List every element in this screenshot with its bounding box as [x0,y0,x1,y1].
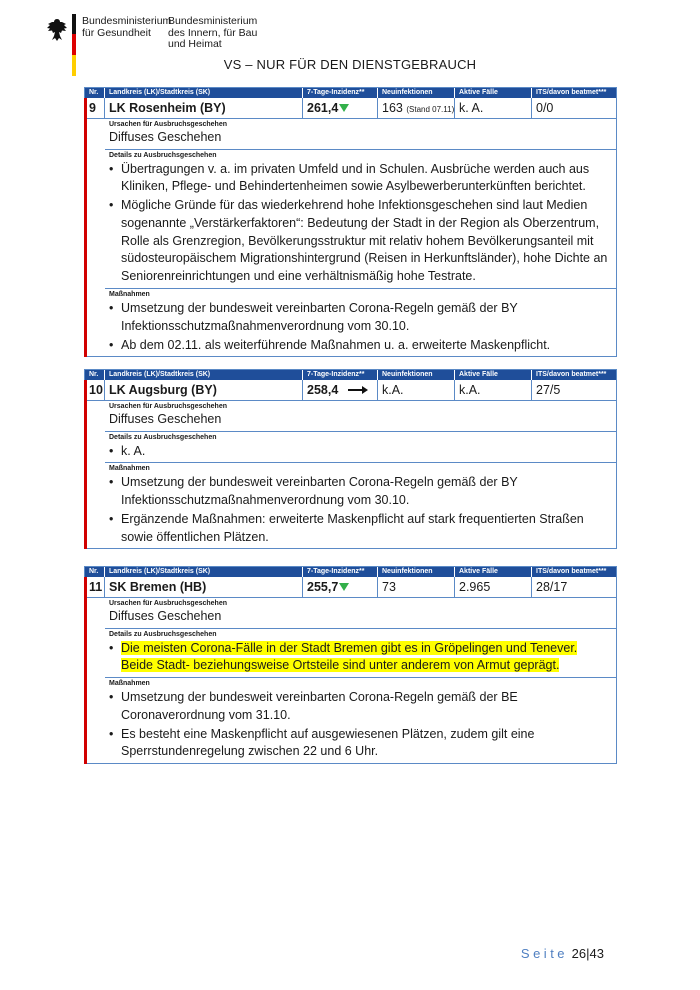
details-section [105,150,616,290]
incidence-value: 255,7 [307,580,339,594]
causes-label: Ursachen für Ausbruchsgeschehen [109,600,227,607]
record-icu: 0/0 [536,101,554,115]
details-item: • Mögliche Gründe für das wiederkehrend hohe Infektionsgeschehen sind laut Medien sogenannte „Verstärkerfaktoren“: Bedeutung der Stadt in der Region als Oberzentrum, Rolle als Grenzregion, Bevölkerungsstruktur mit relativ hohem Bevölkerungsanteil mit südosteuropäischem Migrationshintergrund (Reisen in Herkunftsländer), hohe Dichte an Seniorenreinrichtungen und eine verhältnismäßig hohe Testrate. [109,197,612,286]
header-new-infections: Neuinfektionen [378,567,455,577]
cause-text: Diffuses Geschehen [109,130,222,144]
record-nr: 11 [85,577,105,597]
table-header [85,88,616,98]
record-new-infections: k.A. [378,380,455,400]
new-infections-value: 163 [382,101,403,115]
causes-section [105,401,616,432]
table-row [85,98,616,119]
district-record [84,87,617,357]
causes-section [105,598,616,629]
details-section [105,432,616,464]
record-nr: 9 [85,98,105,118]
record-incidence [303,380,378,400]
record-active-cases: 2.965 [455,577,532,597]
federal-eagle-icon [46,18,68,42]
header-icu: ITS/davon beatmet*** [536,89,607,96]
classification-label: VS – NUR FÜR DEN DIENSTGEBRAUCH [223,57,477,72]
record-icu: 28/17 [536,580,568,594]
measures-label: Maßnahmen [109,680,150,688]
header-nr: Nr. [85,370,105,380]
header-district: Landkreis (LK)/Stadtkreis (SK) [105,567,303,577]
red-marker-bar [84,577,87,764]
page-number: 26 [571,946,587,961]
header-new-infections: Neuinfektionen [378,88,455,98]
details-label: Details zu Ausbruchsgeschehen [109,151,217,159]
header-incidence: 7-Tage-Inzidenz** [303,370,378,380]
record-incidence [303,98,378,118]
record-active-cases: k.A. [455,380,532,400]
trend-down-icon [339,104,349,112]
header-nr: Nr. [85,567,105,577]
record-new-infections: 73 [378,577,455,597]
details-item: • Übertragungen v. a. im privaten Umfeld und in Schulen. Ausbrüche werden auch aus Kliniken, Pflege- und Behindertenheimen sowie Asylbewerberunterkünften berichtet. [109,161,612,197]
trend-flat-arrow-icon [348,385,368,395]
new-infections-note: (Stand 07.11) [406,105,455,114]
seite-label: Seite [520,946,569,961]
trend-down-icon [339,583,349,591]
header-active-cases: Aktive Fälle [455,370,532,380]
measures-label: Maßnahmen [109,465,150,473]
highlighted-text: Die meisten Corona-Fälle in der Stadt Bremen gibt es in Gröpelingen und Tenever. Beide Stadt- beziehungsweise Ortsteile sind unter anderem von Armut geprägt. [121,640,578,673]
table-header [85,567,616,577]
causes-label: Ursachen für Ausbruchsgeschehen [109,121,227,128]
district-record [84,566,617,764]
record-new-infections [378,98,455,118]
measures-item: • Ab dem 02.11. als weiterführende Maßnahmen u. a. erweiterte Maskenpflicht. [109,337,612,355]
header-new-infections: Neuinfektionen [378,370,455,380]
record-district: LK Rosenheim (BY) [105,98,303,118]
details-item [109,640,612,676]
header-icu: ITS/davon beatmet*** [536,568,607,575]
record-incidence [303,577,378,597]
red-marker-bar [84,98,87,357]
header-district: Landkreis (LK)/Stadtkreis (SK) [105,88,303,98]
measures-section [105,678,616,763]
incidence-value: 258,4 [307,383,339,397]
measures-item: • Umsetzung der bundesweit vereinbarten Corona-Regeln gemäß der BY Infektionsschutzmaßnahmenverordnung vom 30.10. [109,474,612,510]
header-incidence: 7-Tage-Inzidenz** [303,88,378,98]
page-separator: | [586,946,590,961]
cause-text: Diffuses Geschehen [109,412,222,426]
details-item: • k. A. [109,443,612,461]
header-nr: Nr. [85,88,105,98]
measures-item: • Es besteht eine Maskenpflicht auf ausgewiesenen Plätzen, zudem gilt eine Sperrstundenregelung zwischen 22 und 6 Uhr. [109,726,612,762]
page-footer [521,946,604,961]
measures-item: • Umsetzung der bundesweit vereinbarten Corona-Regeln gemäß der BY Infektionsschutzmaßnahmenverordnung vom 30.10. [109,300,612,336]
measures-item: • Umsetzung der bundesweit vereinbarten Corona-Regeln gemäß der BE Coronaverordnung vom 31.10. [109,689,612,725]
table-row [85,577,616,598]
measures-label: Maßnahmen [109,291,150,299]
record-nr: 10 [85,380,105,400]
header-icu: ITS/davon beatmet*** [536,371,607,378]
page-total: 43 [589,946,604,961]
ministry-interior: Bundesministerium des Innern, für Bau und Heimat [168,15,258,50]
header-incidence: 7-Tage-Inzidenz** [303,567,378,577]
measures-item: • Ergänzende Maßnahmen: erweiterte Maskenpflicht auf stark frequentierten Straßen sowie öffentlichen Plätzen. [109,511,612,547]
table-row [85,380,616,401]
ministry-health: Bundesministerium für Gesundheit [82,15,172,39]
red-marker-bar [84,380,87,549]
header-active-cases: Aktive Fälle [455,88,532,98]
district-record [84,369,617,549]
header-active-cases: Aktive Fälle [455,567,532,577]
measures-section [105,289,616,356]
table-header [85,370,616,380]
causes-section [105,119,616,150]
causes-label: Ursachen für Ausbruchsgeschehen [109,403,227,410]
record-icu: 27/5 [536,383,561,397]
cause-text: Diffuses Geschehen [109,609,222,623]
record-district: SK Bremen (HB) [105,577,303,597]
record-district: LK Augsburg (BY) [105,380,303,400]
record-active-cases: k. A. [455,98,532,118]
header-district: Landkreis (LK)/Stadtkreis (SK) [105,370,303,380]
details-label: Details zu Ausbruchsgeschehen [109,433,217,441]
details-section [105,629,616,679]
details-label: Details zu Ausbruchsgeschehen [109,630,217,638]
measures-section [105,463,616,548]
incidence-value: 261,4 [307,101,339,115]
